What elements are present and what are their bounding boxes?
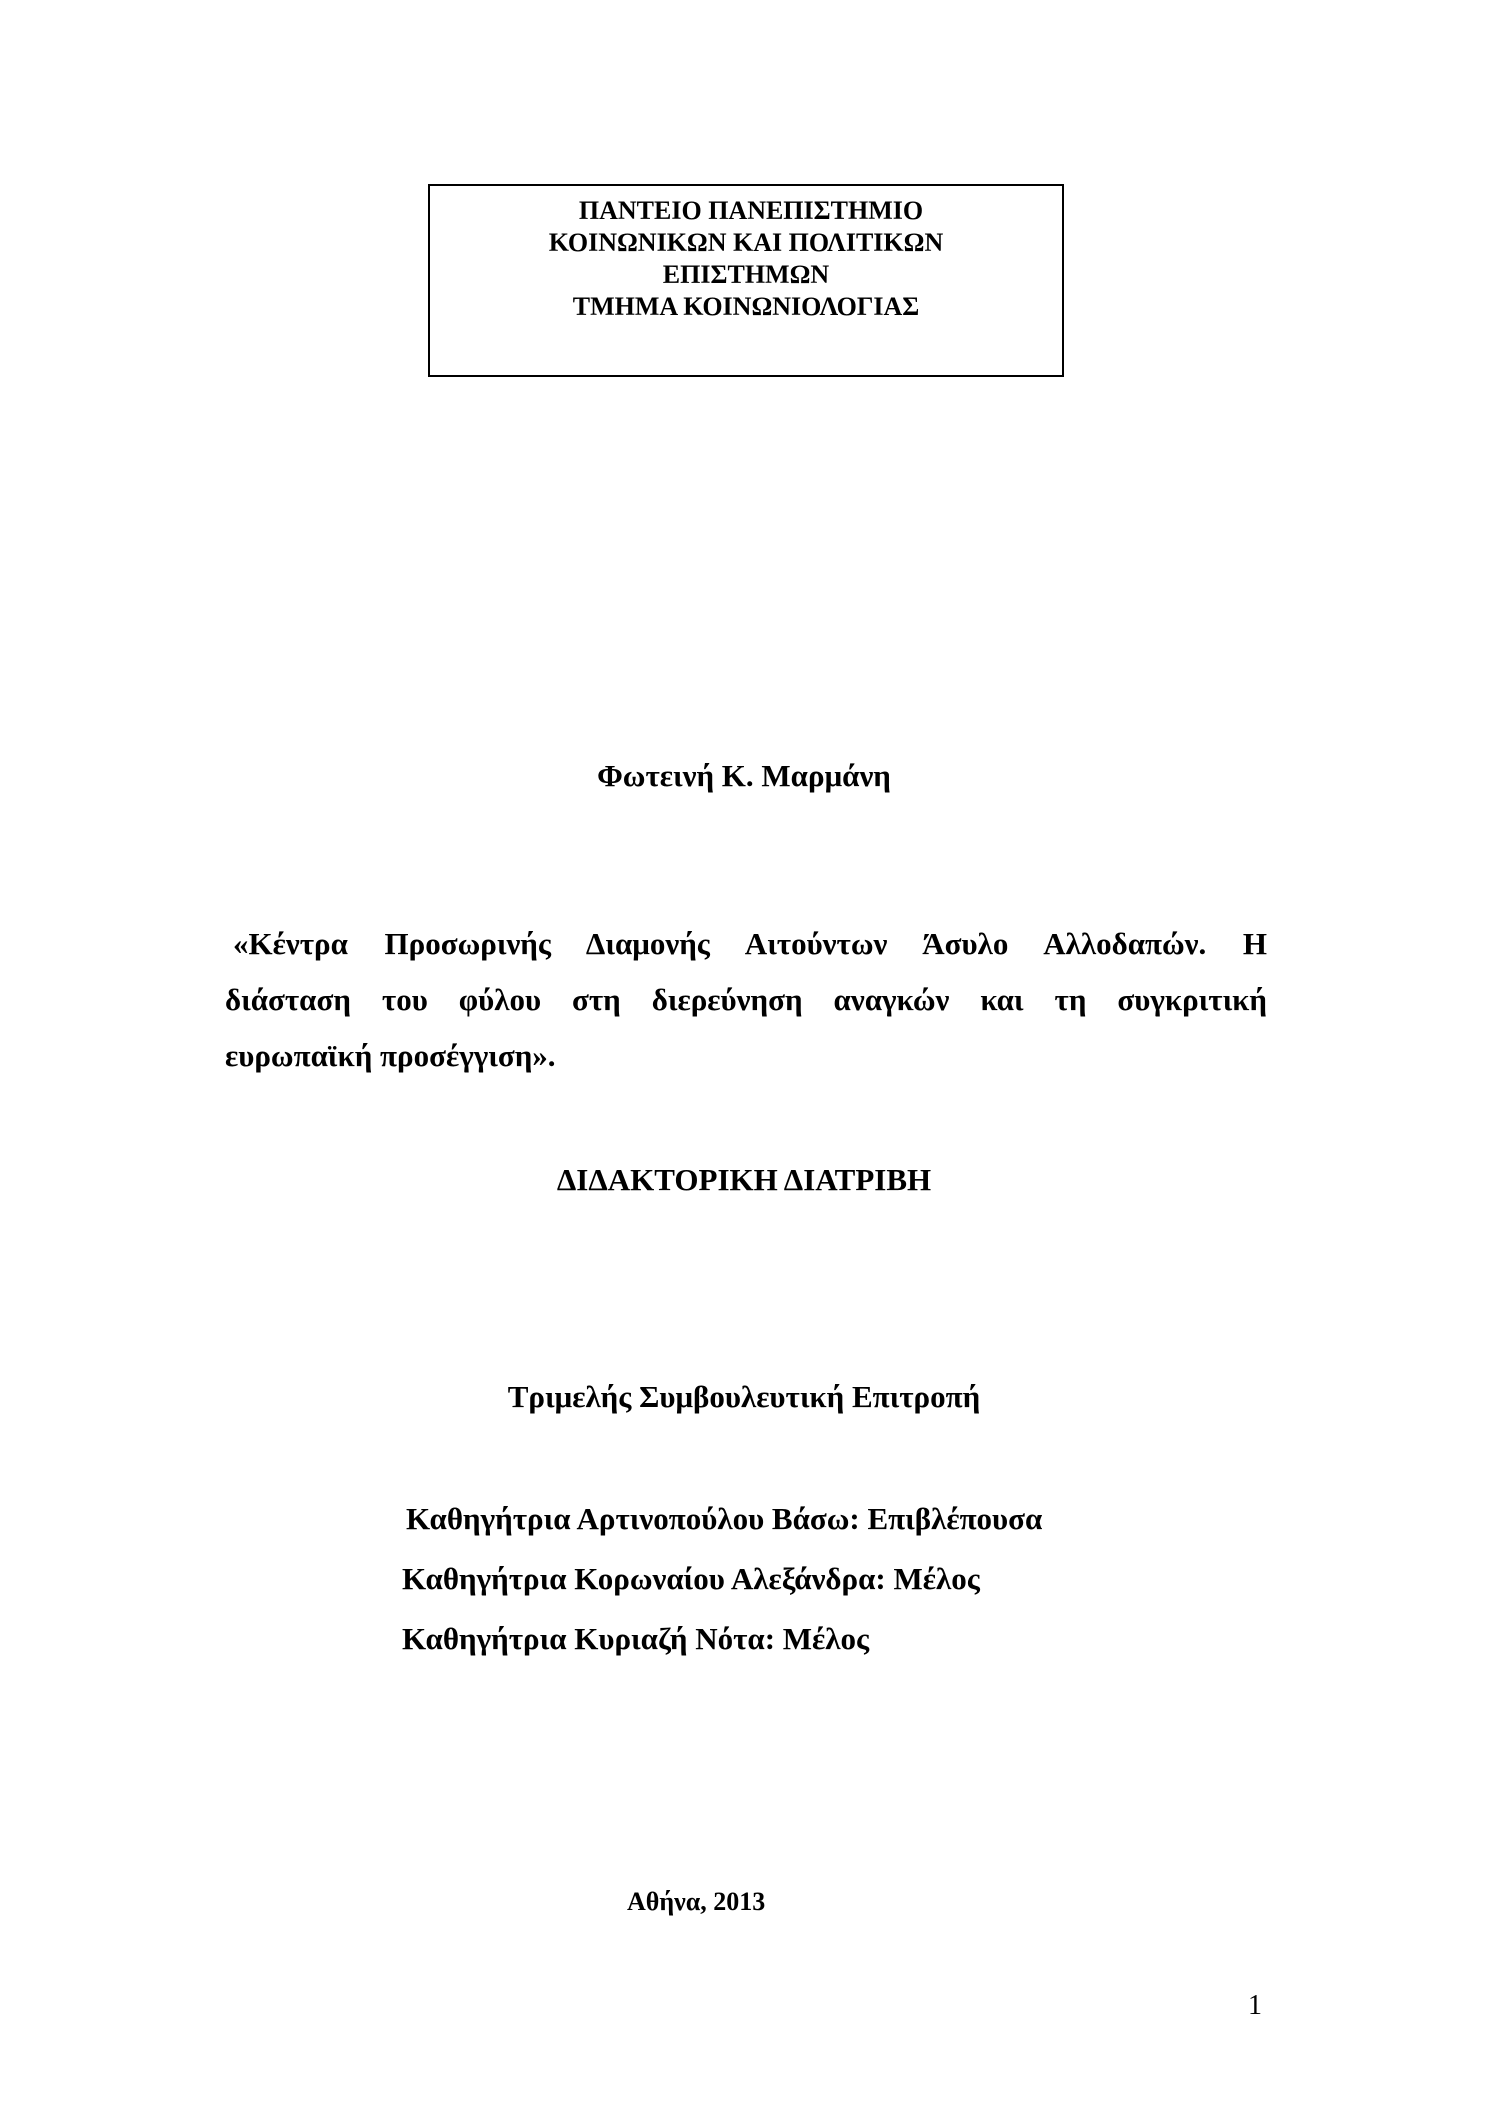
author-name: Φωτεινή Κ. Μαρμάνη [597,758,891,793]
school-name-line-continued: ΕΠΙΣΤΗΜΩΝ [662,260,830,289]
committee-heading: Τριμελής Συμβουλευτική Επιτροπή [507,1379,981,1414]
institution-header-box [428,184,1064,377]
school-name-line: ΚΟΙΝΩΝΙΚΩΝ ΚΑΙ ΠΟΛΙΤΙΚΩΝ [548,228,944,257]
institution-name-line: ΠΑΝΤΕΙΟ ΠΑΝΕΠΙΣΤΗΜΙΟ [578,196,924,225]
committee-member: Καθηγήτρια Κορωναίου Αλεξάνδρα: Μέλος [402,1561,980,1596]
thesis-title-line: διάσταση του φύλου στη διερεύνηση αναγκών και τη συγκριτική [225,982,1267,1017]
committee-member: Καθηγήτρια Κυριαζή Νότα: Μέλος [402,1621,870,1656]
thesis-title-line: «Κέντρα Προσωρινής Διαμονής Αιτούντων Άσυλο Αλλοδαπών. Η [233,926,1267,961]
place-and-date: Αθήνα, 2013 [627,1887,766,1916]
thesis-title-line: ευρωπαϊκή προσέγγιση». [225,1038,556,1073]
committee-member: Καθηγήτρια Αρτινοπούλου Βάσω: Επιβλέπουσα [406,1501,1043,1536]
page-number: 1 [1248,1990,1262,2021]
thesis-title [225,916,1267,1084]
document-type-heading: ΔΙΔΑΚΤΟΡΙΚΗ ΔΙΑΤΡΙΒΗ [556,1162,932,1197]
department-name-line: ΤΜΗΜΑ ΚΟΙΝΩΝΙΟΛΟΓΙΑΣ [572,292,920,321]
